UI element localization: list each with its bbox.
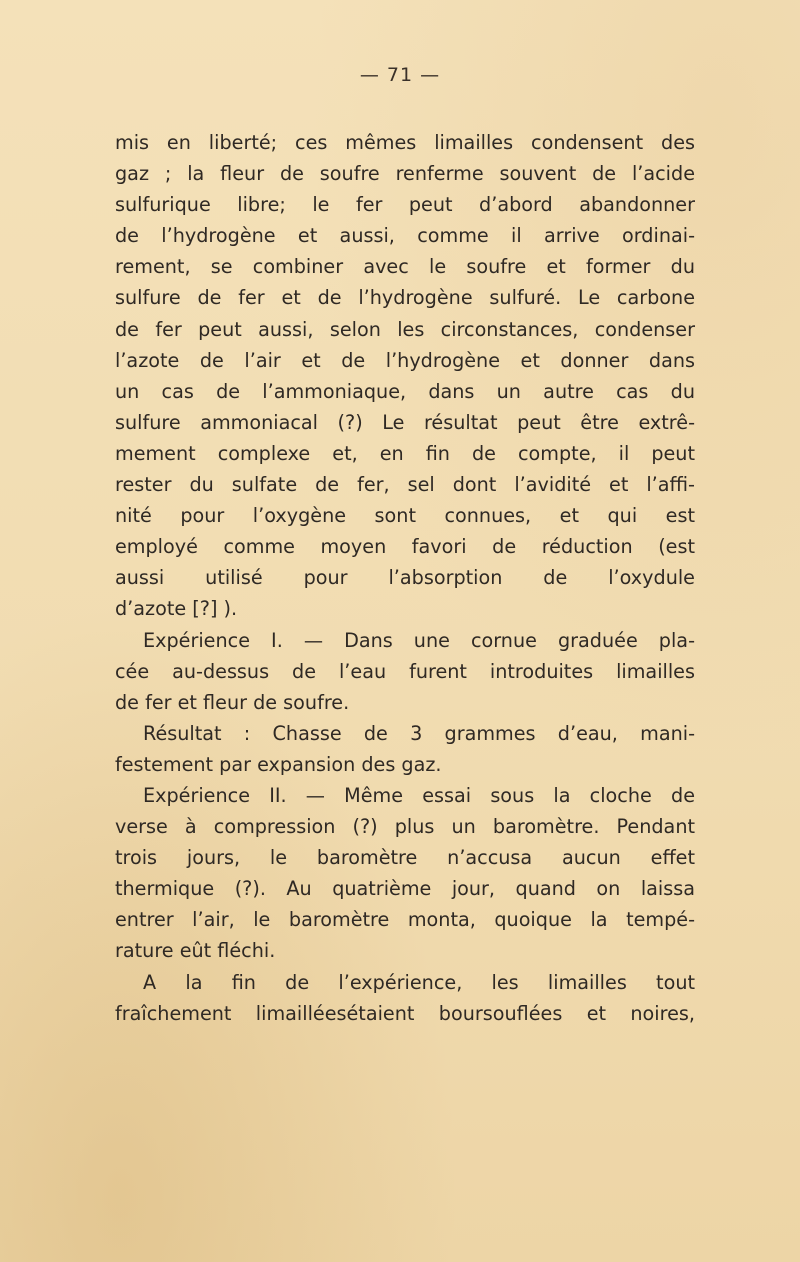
text-line: aussi utilisé pour l’absorption de l’oxydule xyxy=(115,566,695,590)
text-line: Expérience II. — Même essai sous la cloche de xyxy=(143,783,695,807)
text-line: gaz ; la fleur de soufre renferme souvent de l’acide xyxy=(115,162,695,186)
text-line: d’azote [?] ). xyxy=(115,597,238,621)
text-line: mis en liberté; ces mêmes limailles condensent des xyxy=(115,131,695,154)
text-line: mement complexe et, en fin de compte, il peut xyxy=(115,441,695,465)
text-line: Expérience I. — Dans une cornue graduée pla- xyxy=(143,628,695,652)
text-line: festement par expansion des gaz. xyxy=(115,752,442,776)
text-line: sulfure de fer et de l’hydrogène sulfuré. Le carbone xyxy=(115,286,695,310)
text-line: A la fin de l’expérience, les limailles tout xyxy=(143,970,695,994)
text-line: fraîchement limailléesétaient boursouflées et noires, xyxy=(115,1001,695,1025)
page-number: — 71 — xyxy=(359,64,441,86)
text-line: rement, se combiner avec le soufre et former du xyxy=(115,255,695,279)
text-line: un cas de l’ammoniaque, dans un autre cas du xyxy=(115,379,695,403)
text-line: cée au-dessus de l’eau furent introduites limailles xyxy=(115,659,695,683)
text-line: thermique (?). Au quatrième jour, quand on laissa xyxy=(115,877,695,901)
text-line: entrer l’air, le baromètre monta, quoique la tempé- xyxy=(115,908,695,932)
text-line: employé comme moyen favori de réduction (est xyxy=(115,535,695,559)
text-line: rature eût fléchi. xyxy=(115,939,276,963)
text-line: nité pour l’oxygène sont connues, et qui est xyxy=(115,504,695,528)
text-line: l’azote de l’air et de l’hydrogène et donner dans xyxy=(115,348,695,372)
text-line: de fer et fleur de soufre. xyxy=(115,690,350,714)
text-line: rester du sulfate de fer, sel dont l’avidité et l’affi- xyxy=(115,473,695,497)
text-line: Résultat : Chasse de 3 grammes d’eau, mani- xyxy=(143,721,695,745)
text-line: de l’hydrogène et aussi, comme il arrive ordinai- xyxy=(115,224,695,248)
text-line: verse à compression (?) plus un baromètre. Pendant xyxy=(115,815,695,839)
text-line: sulfurique libre; le fer peut d’abord abandonner xyxy=(115,193,695,217)
body-text xyxy=(115,127,695,1029)
text-line: sulfure ammoniacal (?) Le résultat peut être extrê- xyxy=(115,410,695,434)
text-line: de fer peut aussi, selon les circonstances, condenser xyxy=(115,317,695,341)
text-line: trois jours, le baromètre n’accusa aucun effet xyxy=(115,846,695,870)
